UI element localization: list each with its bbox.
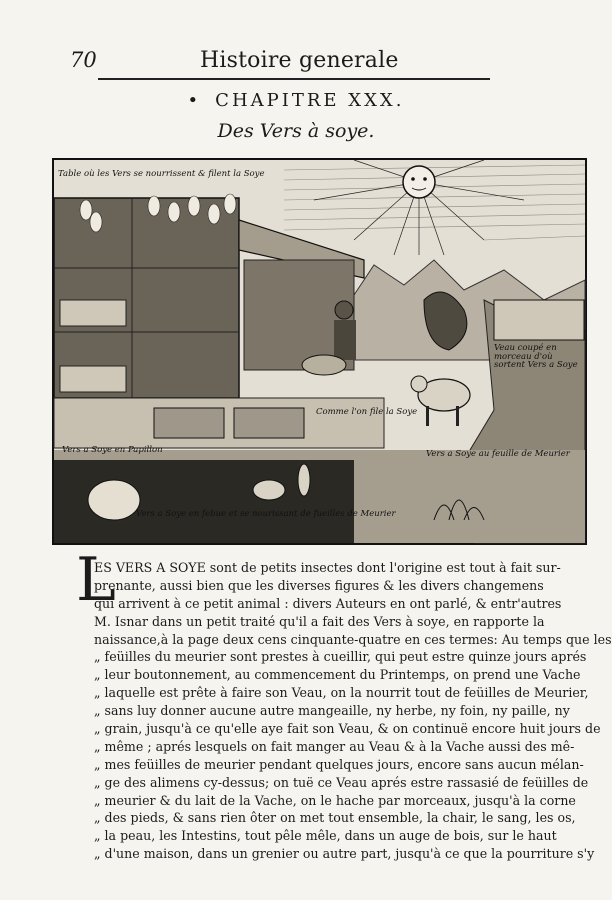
large-cocoon bbox=[88, 480, 140, 520]
text-line: „ mes feüilles de meurier pendant quelques jours, encore sans aucun mélan- bbox=[94, 756, 584, 772]
text-line: „ meurier & du lait de la Vache, on le hache par morceaux, jusqu'à la corne bbox=[94, 792, 576, 808]
chapter-heading bbox=[0, 90, 592, 111]
caption-morceau: Veau coupé en morceau d'où sortent Vers a Soye bbox=[494, 343, 578, 370]
worm-tray-2 bbox=[234, 408, 304, 438]
leaf-tray-lower bbox=[60, 366, 126, 392]
body-text bbox=[94, 559, 612, 863]
running-head bbox=[70, 48, 500, 76]
engraving-illustration bbox=[52, 158, 587, 545]
text-line: ES VERS A SOYE sont de petits insectes dont l'origine est tout à fait sur- bbox=[94, 560, 561, 575]
caption-papillon: Vers a Soye en Papillon bbox=[62, 445, 163, 455]
chapter-bullet: • bbox=[187, 90, 202, 111]
caption-filage: Comme l'on file la Soye bbox=[316, 407, 418, 417]
text-line: „ feüilles du meurier sont prestes à cueillir, qui peut estre quinze jours aprés bbox=[94, 649, 587, 665]
text-line: „ même ; aprés lesquels on fait manger au Veau & à la Vache aussi des mê- bbox=[94, 738, 575, 754]
leaf-tray bbox=[60, 300, 126, 326]
text-line: „ d'une maison, dans un grenier ou autre part, jusqu'à ce que la pourriture s'y bbox=[94, 846, 595, 862]
page-number: 70 bbox=[70, 48, 97, 72]
chrysalis-upright bbox=[298, 464, 310, 496]
text-line: naissance,à la page deux cens cinquante-quatre en ces termes: Au temps que les bbox=[94, 631, 612, 647]
text-line: „ des pieds, & sans rien ôter on met tout ensemble, la chair, le sang, les os, bbox=[94, 810, 576, 826]
worker-head bbox=[335, 301, 353, 319]
basin bbox=[302, 355, 346, 375]
text-line: „ ge des alimens cy-dessus; on tuë ce Veau aprés estre rassasié de feüilles de bbox=[94, 774, 589, 790]
text-line: „ sans luy donner aucune autre mangeaille, ny herbe, ny foin, ny paille, ny bbox=[94, 703, 570, 719]
chapter-title: CHAPITRE XXX. bbox=[215, 90, 405, 111]
text-line: „ grain, jusqu'à ce qu'elle aye fait son Veau, & on continuë encore huit jours de bbox=[94, 721, 601, 737]
text-line: „ la peau, les Intestins, tout pêle mêle, dans un auge de bois, sur le haut bbox=[94, 828, 557, 844]
text-line: qui arrivent à ce petit animal : divers Auteurs en ont parlé, & entr'autres bbox=[94, 595, 562, 611]
chapter-subtitle: Des Vers à soye. bbox=[217, 120, 375, 142]
text-line: M. Isnar dans un petit traité qu'il a fait des Vers à soye, en rapporte la bbox=[94, 613, 545, 629]
caption-table: Table où les Vers se nourrissent & filent la Soye bbox=[58, 169, 265, 179]
drop-cap: L bbox=[76, 545, 116, 615]
running-title: Histoire generale bbox=[200, 48, 399, 73]
text-line: „ laquelle est prête à faire son Veau, on la nourrit tout de feüilles de Meurier, bbox=[94, 685, 589, 701]
header-rule bbox=[98, 78, 490, 80]
text-line: prenante, aussi bien que les diverses figures & les divers changemens bbox=[94, 577, 544, 593]
worm-tray bbox=[154, 408, 224, 438]
caption-feve: Vers a Soye en febue et se nourissant de fueilles de Meurier bbox=[136, 509, 396, 519]
worker-body bbox=[334, 320, 356, 360]
caption-feuilles: Vers a Soye au feuille de Meurier bbox=[426, 449, 570, 459]
chrysalis bbox=[253, 480, 285, 500]
worm-box bbox=[494, 300, 584, 340]
text-line: „ leur boutonnement, au commencement du Printemps, on prend une Vache bbox=[94, 667, 581, 683]
